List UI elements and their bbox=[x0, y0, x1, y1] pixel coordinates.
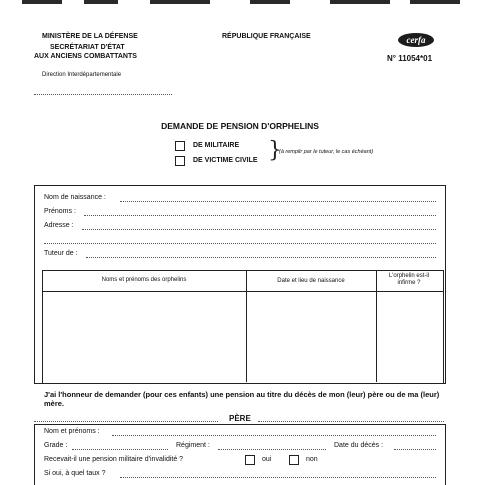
orphans-col-name: Noms et prénoms des orphelins bbox=[101, 277, 187, 283]
date-deces-field[interactable] bbox=[394, 449, 436, 450]
direction-line bbox=[34, 94, 172, 95]
orphans-infirm-cell[interactable] bbox=[377, 292, 442, 381]
fill-note: (à remplir par le tuteur, le cas échéant) bbox=[279, 149, 374, 155]
prenoms-label: Prénoms : bbox=[44, 208, 76, 215]
orphans-col-birth: Date et lieu de naissance bbox=[277, 278, 345, 284]
declaration-text: J'ai l'honneur de demander (pour ces enfants) une pension au titre du décès de mon (leur) père ou de ma (leur) mère. bbox=[44, 390, 440, 408]
orphans-birth-cell[interactable] bbox=[247, 292, 375, 381]
nom-naissance-label: Nom de naissance : bbox=[44, 194, 106, 201]
top-band bbox=[0, 0, 480, 6]
taux-label: Si oui, à quel taux ? bbox=[44, 470, 106, 477]
date-deces-label: Date du décès : bbox=[334, 442, 384, 449]
adresse-label: Adresse : bbox=[44, 222, 74, 229]
pere-section-title: PÈRE bbox=[229, 414, 251, 423]
orphans-col-infirm: L'orphelin est-il infirme ? bbox=[388, 273, 430, 286]
pere-nom-label: Nom et prénoms : bbox=[44, 428, 100, 435]
page-title: DEMANDE DE PENSION D'ORPHELINS bbox=[161, 121, 319, 131]
ministry-name: MINISTÈRE DE LA DÉFENSE bbox=[42, 33, 138, 40]
prenoms-field[interactable] bbox=[84, 215, 436, 216]
tuteur-field[interactable] bbox=[86, 257, 436, 258]
militaire-label: DE MILITAIRE bbox=[193, 142, 240, 149]
militaire-checkbox[interactable] bbox=[175, 141, 185, 151]
regiment-label: Régiment : bbox=[176, 442, 210, 449]
tuteur-label: Tuteur de : bbox=[44, 250, 78, 257]
oui-checkbox[interactable] bbox=[245, 455, 255, 465]
grade-label: Grade : bbox=[44, 442, 68, 449]
non-label: non bbox=[306, 456, 318, 463]
pere-rule-right bbox=[258, 421, 444, 422]
orphans-names-cell[interactable] bbox=[43, 292, 245, 381]
secretariat-line2: AUX ANCIENS COMBATTANTS bbox=[34, 53, 137, 60]
oui-label: oui bbox=[262, 456, 272, 463]
nom-naissance-field[interactable] bbox=[120, 201, 436, 202]
republic-label: RÉPUBLIQUE FRANÇAISE bbox=[222, 33, 311, 40]
direction-label: Direction Interdépartementale bbox=[42, 72, 122, 78]
pension-question: Recevait-il une pension militaire d'invalidité ? bbox=[44, 456, 184, 463]
pere-rule-left bbox=[34, 421, 218, 422]
adresse-field-2[interactable] bbox=[44, 243, 436, 244]
cerfa-logo: cerfa bbox=[398, 33, 434, 47]
secretariat-line1: SECRÉTARIAT D'ÉTAT bbox=[50, 44, 125, 51]
civile-label: DE VICTIME CIVILE bbox=[193, 157, 258, 164]
adresse-field[interactable] bbox=[82, 229, 436, 230]
regiment-field[interactable] bbox=[218, 449, 326, 450]
pere-nom-field[interactable] bbox=[112, 435, 436, 436]
civile-checkbox[interactable] bbox=[175, 156, 185, 166]
taux-field[interactable] bbox=[120, 477, 436, 478]
grade-field[interactable] bbox=[72, 449, 168, 450]
form-number: N° 11054*01 bbox=[387, 54, 433, 63]
brace-symbol: } bbox=[268, 138, 282, 163]
non-checkbox[interactable] bbox=[289, 455, 299, 465]
